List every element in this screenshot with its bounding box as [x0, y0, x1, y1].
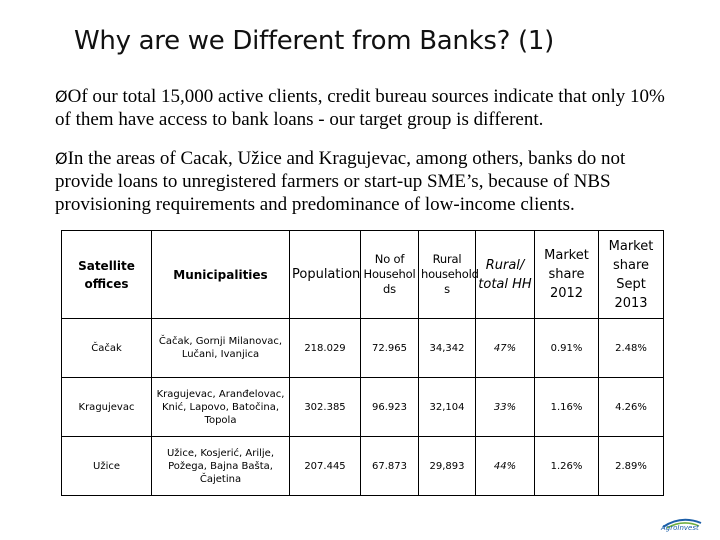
header-municipalities: Municipalities [152, 231, 290, 319]
cell-office: Čačak [62, 319, 152, 378]
cell-office: Užice [62, 437, 152, 496]
cell-share-2013: 2.89% [599, 437, 664, 496]
bullet-item-2 [55, 147, 670, 216]
cell-share-2012: 1.26% [535, 437, 599, 496]
header-population: Population [290, 231, 361, 319]
cell-households: 72.965 [361, 319, 419, 378]
agroinvest-logo [655, 514, 713, 536]
cell-municipalities: Čačak, Gornji Milanovac, Lučani, Ivanjica [152, 319, 290, 378]
header-rural-households: Rural household s [419, 231, 476, 319]
table-header-row [62, 231, 664, 319]
cell-share-2012: 0.91% [535, 319, 599, 378]
header-rural-total: Rural/ total HH [476, 231, 535, 319]
bullet-arrow-icon: Ø [55, 87, 68, 106]
cell-rural-pct: 33% [476, 378, 535, 437]
bullet-item-1 [55, 85, 670, 131]
cell-share-2013: 2.48% [599, 319, 664, 378]
cell-rural: 34,342 [419, 319, 476, 378]
header-market-share-2013: Market share Sept 2013 [599, 231, 664, 319]
header-market-share-2012: Market share 2012 [535, 231, 599, 319]
bullet-arrow-icon: Ø [55, 149, 68, 168]
cell-population: 218.029 [290, 319, 361, 378]
cell-households: 96.923 [361, 378, 419, 437]
data-table [61, 230, 664, 496]
cell-municipalities: Užice, Kosjerić, Arilje, Požega, Bajna Bašta, Čajetina [152, 437, 290, 496]
table-row [62, 378, 664, 437]
cell-households: 67.873 [361, 437, 419, 496]
table-row [62, 437, 664, 496]
cell-rural: 32,104 [419, 378, 476, 437]
header-satellite-offices: Satellite offices [62, 231, 152, 319]
cell-share-2013: 4.26% [599, 378, 664, 437]
cell-rural-pct: 44% [476, 437, 535, 496]
bullet-text-2: In the areas of Cacak, Užice and Kragujevac, among others, banks do not provide loans to unregistered farmers or start-up SME’s, because of NBS provisioning requirements and predominance of low-income clients. [55, 148, 626, 215]
cell-population: 302.385 [290, 378, 361, 437]
cell-office: Kragujevac [62, 378, 152, 437]
cell-rural-pct: 47% [476, 319, 535, 378]
cell-municipalities: Kragujevac, Aranđelovac, Knić, Lapovo, Batočina, Topola [152, 378, 290, 437]
cell-rural: 29,893 [419, 437, 476, 496]
cell-share-2012: 1.16% [535, 378, 599, 437]
table-row [62, 319, 664, 378]
cell-population: 207.445 [290, 437, 361, 496]
logo-text: AgroInvest [661, 524, 699, 532]
header-households: No of Househol ds [361, 231, 419, 319]
bullet-text-1: Of our total 15,000 active clients, credit bureau sources indicate that only 10% of them have access to bank loans - our target group is different. [55, 86, 665, 130]
slide-title: Why are we Different from Banks? (1) [74, 26, 554, 56]
